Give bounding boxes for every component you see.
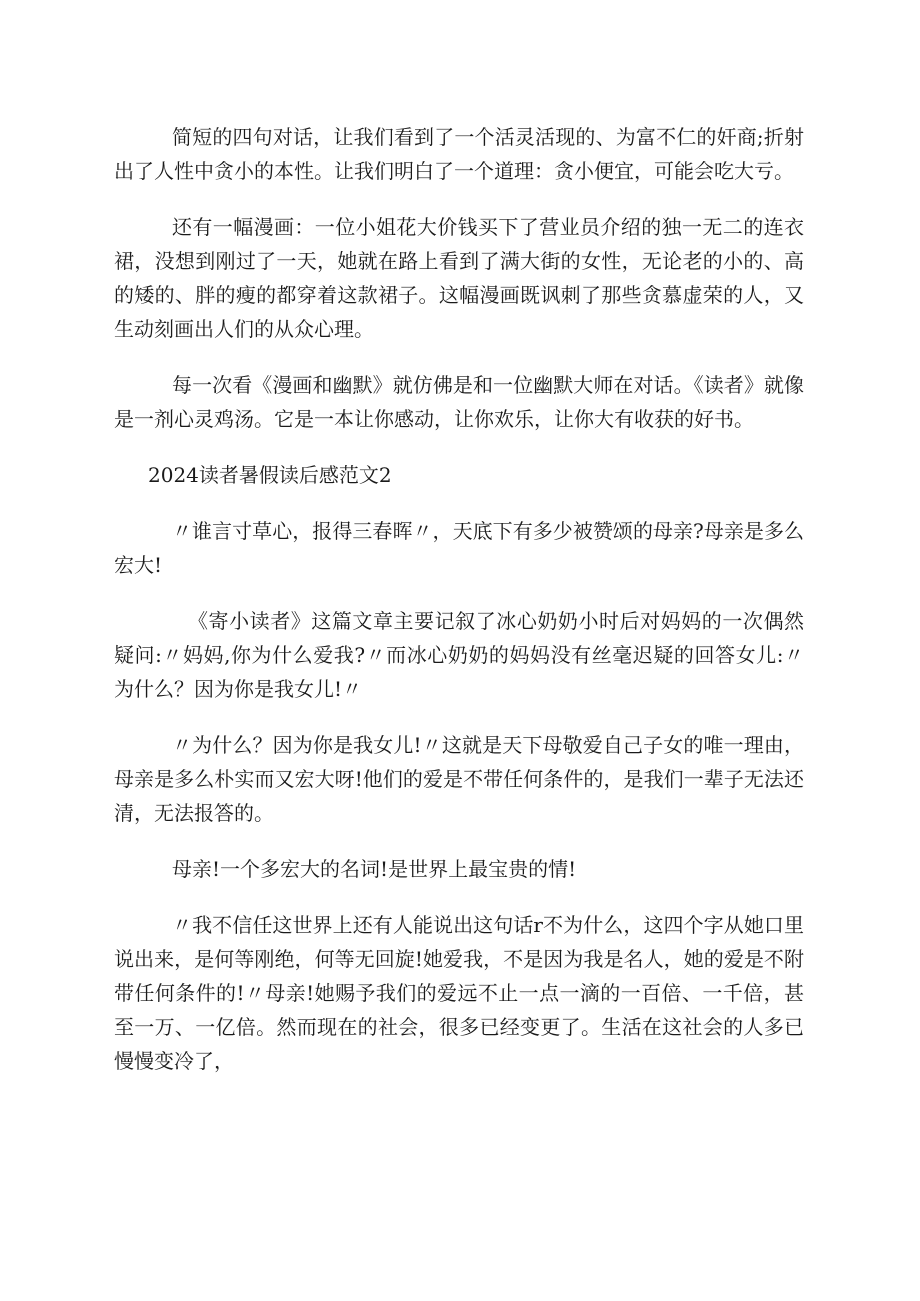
paragraph-2: 还有一幅漫画：一位小姐花大价钱买下了营业员介绍的独一无二的连衣裙，没想到刚过了一天，她就在路上看到了满大街的女性，无论老的小的、高的矮的、胖的瘦的都穿着这款裙子。这幅漫画既讽刺了那些贪慕虚荣的人，又生动刻画出人们的从众心理。 [114,215,804,341]
document-body [114,120,804,1100]
paragraph-4: 〃谁言寸草心，报得三春晖〃，天底下有多少被赞颂的母亲?母亲是多么宏大! [114,519,804,577]
paragraph-7: 母亲!一个多宏大的名词!是世界上最宝贵的情! [172,857,577,881]
section-heading: 2024读者暑假读后感范文2 [148,463,392,487]
paragraph-3: 每一次看《漫画和幽默》就仿佛是和一位幽默大师在对话。《读者》就像是一剂心灵鸡汤。它是一本让你感动，让你欢乐，让你大有收获的好书。 [114,373,804,431]
paragraph-8: 〃我不信任这世界上还有人能说出这句话r不为什么，这四个字从她口里说出来，是何等刚绝，何等无回旋!她爱我，不是因为我是名人，她的爱是不附带任何条件的!〃母亲!她赐予我们的爱远不止一点一滴的一百倍、一千倍，甚至一万、一亿倍。然而现在的社会，很多已经变更了。生活在这社会的人多已慢慢变冷了， [114,913,804,1073]
paragraph-6: 〃为什么？因为你是我女儿!〃这就是天下母敬爱自己子女的唯一理由，母亲是多么朴实而又宏大呀!他们的爱是不带任何条件的，是我们一辈子无法还清，无法报答的。 [114,733,804,825]
paragraph-1: 简短的四句对话，让我们看到了一个活灵活现的、为富不仁的奸商;折射出了人性中贪小的本性。让我们明白了一个道理：贪小便宜，可能会吃大亏。 [114,125,804,183]
paragraph-5: 《寄小读者》这篇文章主要记叙了冰心奶奶小时后对妈妈的一次偶然疑问:〃妈妈,你为什么爱我?〃而冰心奶奶的妈妈没有丝毫迟疑的回答女儿:〃为什么？因为你是我女儿!〃 [114,609,804,701]
